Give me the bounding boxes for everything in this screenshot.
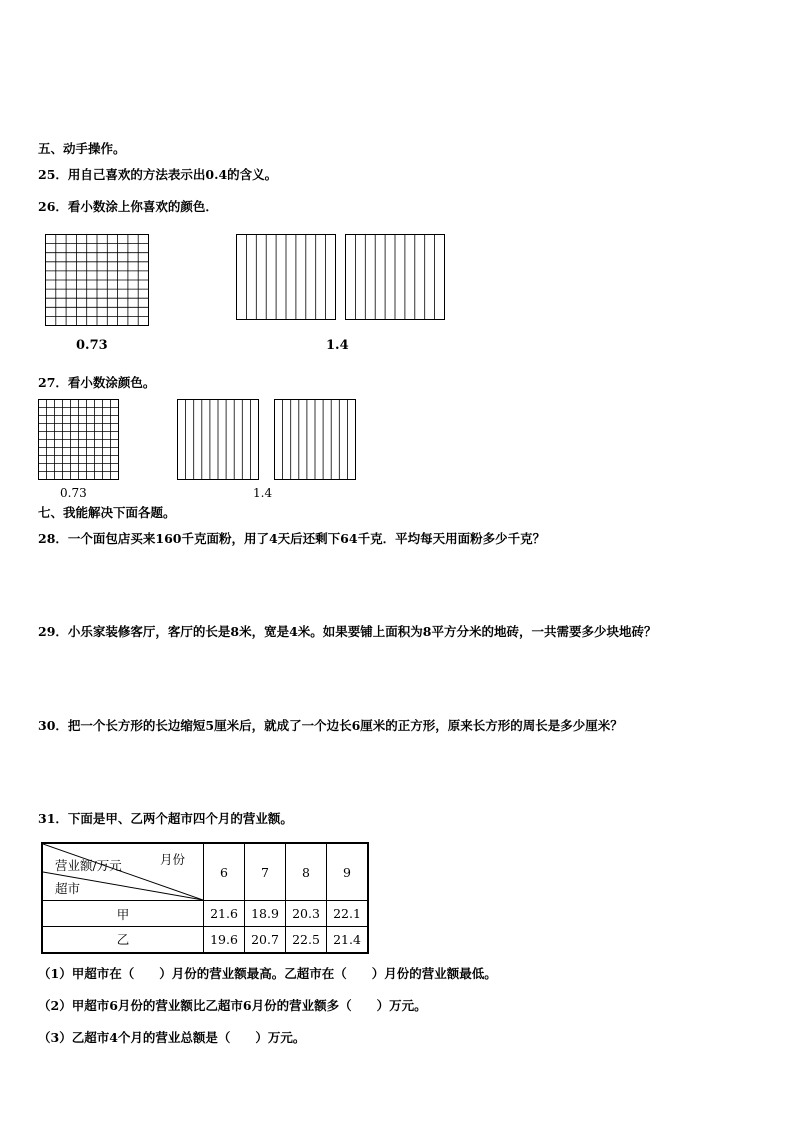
question-26: 26．看小数涂上你喜欢的颜色． [38, 199, 218, 214]
strips-10-q27-a [177, 399, 259, 480]
question-31-part-2: （2）甲超市6月份的营业额比乙超市6月份的营业额多（ ）万元。 [38, 998, 427, 1013]
month-header: 7 [245, 843, 286, 901]
strips-10-q26-a [236, 234, 336, 320]
row-label: 甲 [42, 901, 204, 927]
table-row [42, 927, 368, 953]
header-month: 月份 [159, 852, 185, 867]
label-1-4-q26: 1.4 [326, 338, 349, 353]
strips-10-q27-b [274, 399, 356, 480]
label-0-73-q27: 0.73 [60, 486, 87, 500]
label-1-4-q27: 1.4 [253, 486, 273, 500]
header-market: 超市 [55, 881, 81, 896]
question-27: 27．看小数涂颜色。 [38, 375, 156, 390]
label-0-73-q26: 0.73 [76, 338, 108, 353]
table-cell: 20.3 [286, 901, 327, 927]
question-30: 30．把一个长方形的长边缩短5厘米后，就成了一个边长6厘米的正方形，原来长方形的周长是多少厘米？ [38, 718, 623, 733]
table-cell: 18.9 [245, 901, 286, 927]
question-31-part-3: （3）乙超市4个月的营业总额是（ ）万元。 [38, 1030, 306, 1045]
table-cell: 22.5 [286, 927, 327, 953]
question-31: 31．下面是甲、乙两个超市四个月的营业额。 [38, 811, 293, 826]
section-heading-hands-on: 五、动手操作。 [38, 141, 126, 156]
month-header: 6 [204, 843, 245, 901]
diagonal-header-cell [42, 843, 204, 901]
question-29: 29．小乐家装修客厅，客厅的长是8米，宽是4米。如果要铺上面积为8平方分米的地砖，一共需要多少块地砖？ [38, 624, 657, 639]
table-header-row [42, 843, 368, 901]
grid-100-q27 [38, 399, 119, 480]
table-cell: 20.7 [245, 927, 286, 953]
strips-10-q26-b [345, 234, 445, 320]
grid-100-q26 [45, 234, 149, 326]
row-label: 乙 [42, 927, 204, 953]
sales-table [41, 842, 369, 954]
month-header: 8 [286, 843, 327, 901]
header-amount: 营业额/万元 [55, 858, 122, 873]
section-heading-solve: 七、我能解决下面各题。 [38, 505, 176, 520]
question-25: 25．用自己喜欢的方法表示出0.4的含义。 [38, 167, 278, 182]
table-cell: 21.6 [204, 901, 245, 927]
question-28: 28．一个面包店买来160千克面粉，用了4天后还剩下64千克．平均每天用面粉多少千克？ [38, 531, 546, 546]
table-row [42, 901, 368, 927]
table-cell: 21.4 [327, 927, 369, 953]
table-cell: 22.1 [327, 901, 369, 927]
question-31-part-1: （1）甲超市在（ ）月份的营业额最高。乙超市在（ ）月份的营业额最低。 [38, 966, 497, 981]
table-cell: 19.6 [204, 927, 245, 953]
month-header: 9 [327, 843, 369, 901]
